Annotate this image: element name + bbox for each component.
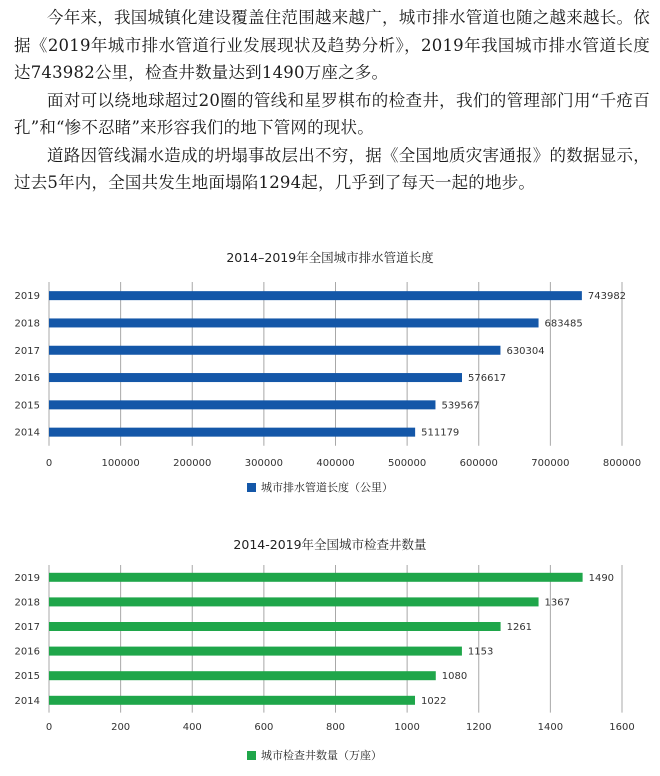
bar — [49, 671, 436, 680]
bar — [49, 647, 462, 656]
data-label: 683485 — [544, 318, 583, 330]
x-tick-label: 400 — [182, 722, 202, 733]
x-tick-label: 300000 — [244, 458, 283, 469]
bar — [49, 373, 462, 382]
x-tick-label: 500000 — [388, 458, 427, 469]
x-tick-label: 600 — [254, 722, 274, 733]
bar — [49, 291, 582, 300]
data-label: 1261 — [506, 622, 533, 633]
data-label: 1022 — [421, 695, 447, 707]
manhole-count-chart — [0, 530, 660, 776]
data-label: 576617 — [468, 373, 507, 385]
category-label: 2014 — [14, 427, 40, 439]
category-label: 2015 — [14, 400, 40, 412]
x-tick-label: 600000 — [459, 458, 498, 469]
category-label: 2018 — [14, 318, 40, 330]
manhole-count-chart-svg — [0, 530, 660, 776]
bar — [49, 597, 539, 606]
x-tick-label: 1600 — [609, 722, 635, 733]
bar — [49, 400, 435, 409]
category-label: 2016 — [14, 373, 40, 385]
category-label: 2018 — [14, 597, 40, 609]
x-tick-label: 800000 — [602, 458, 642, 469]
data-label: 511179 — [421, 427, 460, 439]
category-label: 2014 — [14, 695, 40, 707]
x-tick-label: 100000 — [101, 458, 140, 469]
bar — [49, 346, 500, 355]
chart-title: 2014-2019年全国城市检查井数量 — [233, 537, 427, 552]
x-tick-label: 800 — [325, 722, 346, 733]
x-tick-label: 0 — [45, 722, 53, 733]
article-paragraph: 面对可以绕地球超过20圈的管线和星罗棋布的检查井，我们的管理部门用“千疮百孔”和“惨不忍睹”来形容我们的地下管网的现状。 — [14, 90, 650, 137]
x-tick-label: 1400 — [537, 722, 564, 733]
bar — [49, 696, 415, 705]
category-label: 2019 — [14, 572, 40, 584]
article-paragraph: 道路因管线漏水造成的坍塌事故层出不穷，据《全国地质灾害通报》的数据显示，过去5年内，全国共发生地面塌陷1294起，几乎到了每天一起的地步。 — [14, 145, 650, 192]
bar — [49, 573, 583, 582]
pipeline-length-chart-svg — [0, 250, 660, 505]
x-tick-label: 1000 — [394, 722, 420, 733]
x-tick-label: 700000 — [531, 458, 570, 469]
bar — [49, 622, 501, 631]
x-tick-label: 400000 — [316, 458, 355, 469]
category-label: 2019 — [14, 291, 40, 303]
bar — [49, 318, 539, 327]
data-label: 1490 — [588, 572, 615, 584]
pipeline-length-chart — [0, 250, 660, 505]
x-tick-label: 0 — [45, 458, 53, 469]
category-label: 2017 — [14, 345, 40, 357]
data-label: 743982 — [587, 291, 627, 303]
legend-label: 城市检查井数量（万座） — [261, 749, 382, 762]
category-label: 2015 — [14, 671, 40, 683]
category-label: 2016 — [14, 646, 40, 658]
x-tick-label: 200 — [111, 722, 131, 733]
legend-swatch — [247, 483, 256, 492]
chart-title: 2014–2019年全国城市排水管道长度 — [226, 250, 434, 265]
data-label: 1080 — [441, 671, 468, 683]
legend-swatch — [247, 751, 256, 760]
data-label: 630304 — [506, 345, 545, 357]
category-label: 2017 — [14, 622, 40, 633]
bar — [49, 428, 415, 437]
article-paragraph: 今年来，我国城镇化建设覆盖住范围越来越广，城市排水管道也随之越来越长。依据《2019年城市排水管道行业发展现状及趋势分析》，2019年我国城市排水管道长度达743982公里，检查井数量达到1490万座之多。 — [14, 8, 650, 82]
article-text — [14, 4, 650, 197]
data-label: 1367 — [544, 597, 571, 609]
legend-label: 城市排水管道长度（公里） — [261, 481, 393, 494]
x-tick-label: 1200 — [466, 722, 492, 733]
x-tick-label: 200000 — [173, 458, 212, 469]
data-label: 539567 — [441, 400, 480, 412]
data-label: 1153 — [467, 646, 494, 658]
